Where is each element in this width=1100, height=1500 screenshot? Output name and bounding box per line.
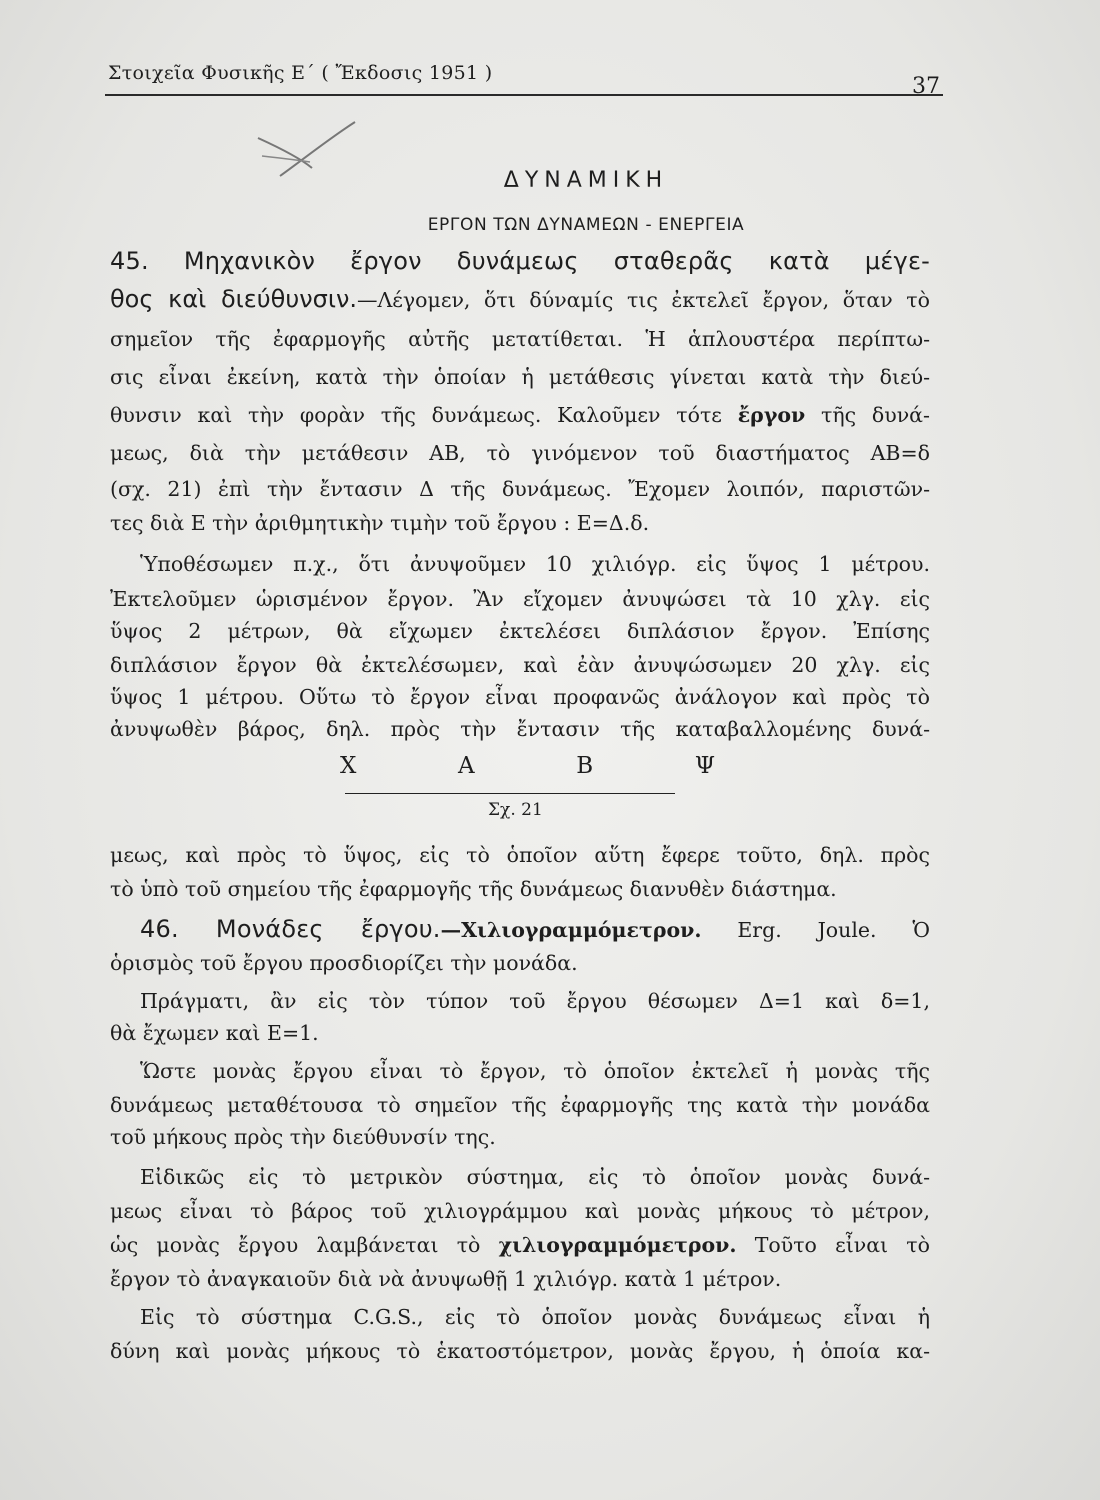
text-run: τῆς δυνά-: [821, 403, 930, 427]
figure-label-b: Β: [576, 753, 594, 779]
paragraph-line: Εἰδικῶς εἰς τὸ μετρικὸν σύστημα, εἰς τὸ ὁποῖον μονὰς δυνά-: [140, 1165, 930, 1189]
text-run: —Λέγομεν, ὅτι δύναμίς τις ἐκτελεῖ ἔργον, ὅταν τὸ: [357, 288, 930, 312]
figure-21-caption: Σχ. 21: [488, 800, 543, 820]
figure-21-labels: [340, 753, 715, 789]
paragraph-line: [110, 1228, 930, 1262]
paragraph-line: τοῦ μήκους πρὸς τὴν διεύθυνσίν της.: [110, 1125, 496, 1149]
figure-label-a: Α: [458, 753, 475, 779]
figure-21-line: [345, 793, 675, 794]
section-45-title-line: [110, 244, 930, 278]
paragraph-line: σημεῖον τῆς ἐφαρμογῆς αὐτῆς μετατίθεται. Ἡ ἁπλουστέρα περίπτω-: [110, 327, 930, 351]
paragraph-line: Ὑποθέσωμεν π.χ., ὅτι ἀνυψοῦμεν 10 χιλιόγρ. εἰς ὕψος 1 μέτρου.: [140, 552, 930, 576]
term-ergon: ἔργον: [737, 403, 806, 427]
paragraph-line: διπλάσιον ἔργον θὰ ἐκτελέσωμεν, καὶ ἐὰν ἀνυψώσωμεν 20 χλγ. εἰς: [110, 653, 930, 677]
figure-label-psi: Ψ: [694, 753, 715, 779]
paragraph-line: τες διὰ Ε τὴν ἀριθμητικὴν τιμὴν τοῦ ἔργου : Ε=Δ.δ.: [110, 511, 650, 535]
header-rule: [105, 94, 943, 96]
chapter-subtitle: ΕΡΓΟΝ ΤΩΝ ΔΥΝΑΜΕΩΝ - ΕΝΕΡΓΕΙΑ: [427, 215, 745, 235]
paragraph-line: Εἰς τὸ σύστημα C.G.S., εἰς τὸ ὁποῖον μονὰς δυνάμεως εἶναι ἡ: [140, 1305, 930, 1329]
figure-label-x: Χ: [340, 753, 357, 779]
paragraph-line: μεως εἶναι τὸ βάρος τοῦ χιλιογράμμου καὶ μονὰς μήκους τὸ μέτρον,: [110, 1199, 930, 1223]
paragraph-line: ἔργον τὸ ἀναγκαιοῦν διὰ νὰ ἀνυψωθῇ 1 χιλιόγρ. κατὰ 1 μέτρον.: [110, 1267, 782, 1291]
paragraph-line: δύνη καὶ μονὰς μήκους τὸ ἑκατοστόμετρον, μονὰς ἔργου, ἡ ὁποία κα-: [110, 1339, 930, 1363]
paragraph-line: μεως, διὰ τὴν μετάθεσιν ΑΒ, τὸ γινόμενον τοῦ διαστήματος ΑΒ=δ: [110, 441, 930, 465]
paragraph-line: [110, 398, 930, 432]
paragraph-line: ὕψος 1 μέτρου. Οὕτω τὸ ἔργον εἶναι προφανῶς ἀνάλογον καὶ πρὸς τὸ: [110, 685, 930, 709]
text-run: Erg. Joule. Ὁ: [737, 918, 930, 942]
text-run: ὡς μονὰς ἔργου λαμβάνεται τὸ: [110, 1233, 481, 1257]
page-number: 37: [912, 74, 940, 99]
paragraph-line: τὸ ὑπὸ τοῦ σημείου τῆς ἐφαρμογῆς τῆς δυνάμεως διανυθὲν διάστημα.: [110, 877, 837, 901]
running-head: Στοιχεῖα Φυσικῆς Ε΄ ( Ἔκδοσις 1951 ): [108, 62, 493, 84]
paragraph-line: δυνάμεως μεταθέτουσα τὸ σημεῖον τῆς ἐφαρμογῆς της κατὰ τὴν μονάδα: [110, 1093, 930, 1117]
term-kilogrammeter: —Χιλιογραμμόμετρον.: [440, 918, 702, 942]
paragraph-line: (σχ. 21) ἐπὶ τὴν ἔντασιν Δ τῆς δυνάμεως. Ἔχομεν λοιπόν, παριστῶν-: [110, 477, 930, 501]
paragraph-line: Ὥστε μονὰς ἔργου εἶναι τὸ ἔργον, τὸ ὁποῖον ἐκτελεῖ ἡ μονὰς τῆς: [140, 1059, 930, 1083]
term-kilogrammeter-bold: χιλιογραμμόμετρον.: [498, 1233, 737, 1257]
text-run: θυνσιν καὶ τὴν φορὰν τῆς δυνάμεως. Καλοῦμεν τότε: [110, 403, 722, 427]
paragraph-line: ὁρισμὸς τοῦ ἔργου προσδιορίζει τὴν μονάδα.: [110, 951, 578, 975]
paragraph-line: ἀνυψωθὲν βάρος, δηλ. πρὸς τὴν ἔντασιν τῆς καταβαλλομένης δυνά-: [110, 717, 930, 741]
paragraph-line: θὰ ἔχωμεν καὶ Ε=1.: [110, 1021, 319, 1045]
paragraph-line: μεως, καὶ πρὸς τὸ ὕψος, εἰς τὸ ὁποῖον αὕτη ἔφερε τοῦτο, δηλ. πρὸς: [110, 843, 930, 867]
section-46-title-line: [140, 912, 930, 946]
text-run: Τοῦτο εἶναι τὸ: [754, 1233, 930, 1257]
paragraph-line: Ἐκτελοῦμεν ὡρισμένον ἔργον. Ἂν εἴχομεν ἀνυψώσει τὰ 10 χλγ. εἰς: [110, 587, 930, 611]
paragraph-line: σις εἶναι ἐκείνη, κατὰ τὴν ὁποίαν ἡ μετάθεσις γίνεται κατὰ τὴν διεύ-: [110, 365, 930, 389]
paragraph-line: ὕψος 2 μέτρων, θὰ εἴχωμεν ἐκτελέσει διπλάσιον ἔργον. Ἐπίσης: [110, 619, 930, 643]
chapter-title: ΔΥΝΑΜΙΚΗ: [503, 168, 669, 193]
section-45-heading-cont: θος καὶ διεύθυνσιν.: [110, 285, 357, 313]
paragraph-line: [110, 282, 930, 316]
section-46-heading: 46. Μονάδες ἔργου.: [140, 915, 441, 943]
section-45-heading: 45. Μηχανικὸν ἔργον δυνάμεως σταθερᾶς κατὰ μέγε-: [110, 247, 930, 275]
paragraph-line: Πράγματι, ἂν εἰς τὸν τύπον τοῦ ἔργου θέσωμεν Δ=1 καὶ δ=1,: [140, 989, 930, 1013]
